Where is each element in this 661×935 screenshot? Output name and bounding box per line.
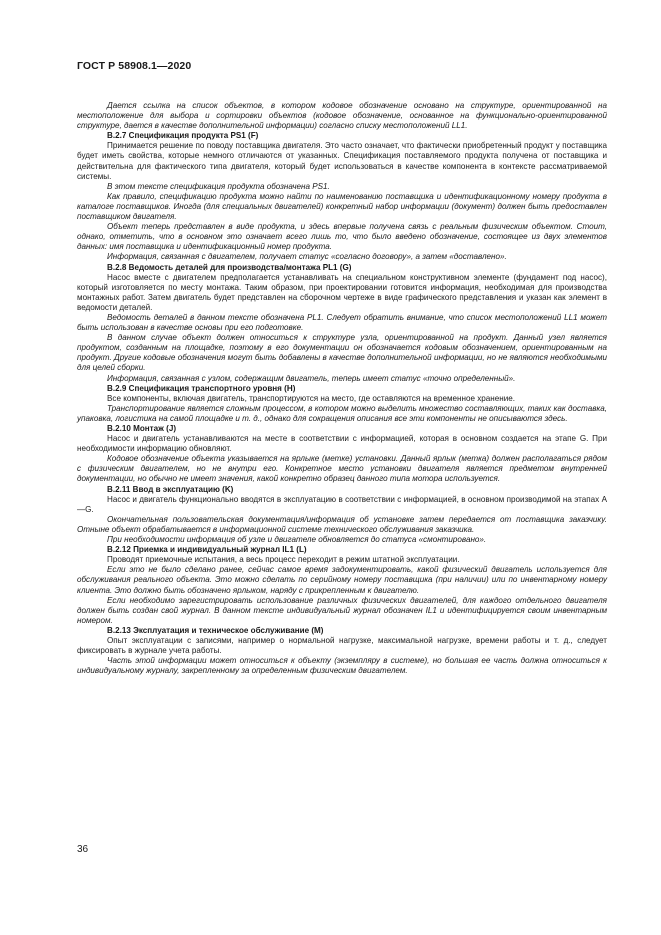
section-heading: B.2.9 Спецификация транспортного уровня (H) <box>107 383 296 393</box>
paragraph: Ведомость деталей в данном тексте обозначена PL1. Следует обратить внимание, что список местоположений LL1 может быть использован в качестве основы при его подготовке. <box>77 312 607 333</box>
paragraph: Окончательная пользовательская документация/информация об установке затем передается от поставщика заказчику. Отныне объект обрабатывается в информационной системе технического обслуживания заказчика. <box>77 514 607 534</box>
standard-header: ГОСТ Р 58908.1—2020 <box>77 60 192 72</box>
paragraph: Насос и двигатель устанавливаются на месте в соответствии с информацией, которая в основном создается на этапе G. При необходимости информацию обновляют. <box>77 434 607 454</box>
section-heading: B.2.11 Ввод в эксплуатацию (K) <box>107 484 234 494</box>
paragraph: Транспортирование является сложным процессом, в котором можно выделить множество составляющих, таких как доставка, упаковка, логистика на самой площадке и т. д., однако для сокращения описания все эти компоненты не описываются здесь. <box>77 403 607 423</box>
section-heading: B.2.8 Ведомость деталей для производства/монтажа PL1 (G) <box>107 262 352 272</box>
paragraph: Если необходимо зарегистрировать использование различных физических двигателей, для каждого отдельного двигателя должен быть создан свой журнал. В данном тексте индивидуальный журнал обозначен IL1 и идентифицируется своим инвентарным номером. <box>77 595 607 625</box>
paragraph: Информация, связанная с узлом, содержащим двигатель, теперь имеет статус «точно определенный». <box>107 373 516 383</box>
document-body <box>77 101 607 676</box>
paragraph: Если это не было сделано ранее, сейчас самое время задокументировать, какой физический двигатель используется для обслуживания реального объекта. Это можно сделать по серийному номеру поставщика (при наличии) или по инвентарному номеру клиента. Это должно быть обозначено ярлыком, наряду с прикрепленным к двигателю. <box>77 565 607 595</box>
paragraph: Кодовое обозначение объекта указывается на ярлыке (метке) установки. Данный ярлык (метка) должен располагаться рядом с физическим двигателем, но не внутри его. Конкретное место установки двигателя является предметом внутренней документации, но обычно не имеет значения, какой конкретно образец данного типа мотора используется. <box>77 454 607 484</box>
paragraph: Проводят приемочные испытания, а весь процесс переходит в режим штатной эксплуатации. <box>107 555 460 565</box>
page-number: 36 <box>77 844 89 855</box>
paragraph: Объект теперь представлен в виде продукта, и здесь впервые получена связь с реальным физическим объектом. Стоит, однако, отметить, что в основном это означает всего лишь то, что было введено обозначение, состоящее из двух элементов данных: имя поставщика и идентификационный номер продукта. <box>77 222 607 252</box>
paragraph: Информация, связанная с двигателем, получает статус «согласно договору», а затем «доставлено». <box>107 252 507 262</box>
paragraph: Принимается решение по поводу поставщика двигателя. Это часто означает, что фактически приобретенный продукт у поставщика будет иметь свойства, которые немного отличаются от указанных. Спецификация поставляемого продукта получена от поставщика и действительна для фактического типа двигателя, который будет использоваться в качестве компонента в контексте рассматриваемой системы. <box>77 141 607 181</box>
paragraph: В этом тексте спецификация продукта обозначена PS1. <box>107 181 330 191</box>
section-heading: B.2.7 Спецификация продукта PS1 (F) <box>107 131 259 141</box>
paragraph: Все компоненты, включая двигатель, транспортируются на место, где оставляются на временное хранение. <box>107 393 515 403</box>
paragraph: Опыт эксплуатации с записями, например о нормальной нагрузке, максимальной нагрузке, времени работы и т. д., следует фиксировать в журнале учета работы. <box>77 635 607 656</box>
paragraph: Насос и двигатель функционально вводятся в эксплуатацию в соответствии с информацией, в основном производимой на этапах A—G. <box>77 494 607 514</box>
paragraph: В данном случае объект должен относиться к структуре узла, ориентированной на продукт. Данный узел является продуктом, созданным на площадке, поэтому в его документации он обозначается кодовым обозначением, ориентированным на продукт. Другие кодовые обозначения могут быть добавлены в качестве дополнительной информации, но не являются необходимыми для целей сборки. <box>77 333 607 373</box>
paragraph: При необходимости информация об узле и двигателе обновляется до статуса «смонтировано». <box>107 535 487 545</box>
section-heading: B.2.12 Приемка и индивидуальный журнал IL1 (L) <box>107 545 307 555</box>
paragraph: Как правило, спецификацию продукта можно найти по наименованию поставщика и идентификационному номеру продукта в каталоге поставщиков. Иногда (для специальных двигателей) конкретный набор информации (документ) должен быть предоставлен поставщиком двигателя. <box>77 191 607 222</box>
paragraph: Насос вместе с двигателем предполагается устанавливать на специальном конструктивном элементе (фундамент под насос), который изготовляется по месту монтажа. Таким образом, при проектировании готовится информация, необходимая для производства монтажных работ. Затем двигатель будет представлен на сборочном чертеже в виде графического представления и указан как элемент в ведомости деталей. <box>77 272 607 312</box>
paragraph: Часть этой информации может относиться к объекту (экземпляру в системе), но большая ее часть должна относиться к индивидуальному журналу, закрепленному за определенным физическим двигателем. <box>77 656 607 676</box>
paragraph: Дается ссылка на список объектов, в котором кодовое обозначение основано на структуре, ориентированной на местоположение для выбора и сортировки объектов (кодовое обозначение, основанное на функционально-ориентированной структуре, дается в качестве дополнительной информации) согласно списку местоположений LL1. <box>77 101 607 131</box>
section-heading: B.2.13 Эксплуатация и техническое обслуживание (M) <box>107 625 324 635</box>
section-heading: B.2.10 Монтаж (J) <box>107 424 177 433</box>
